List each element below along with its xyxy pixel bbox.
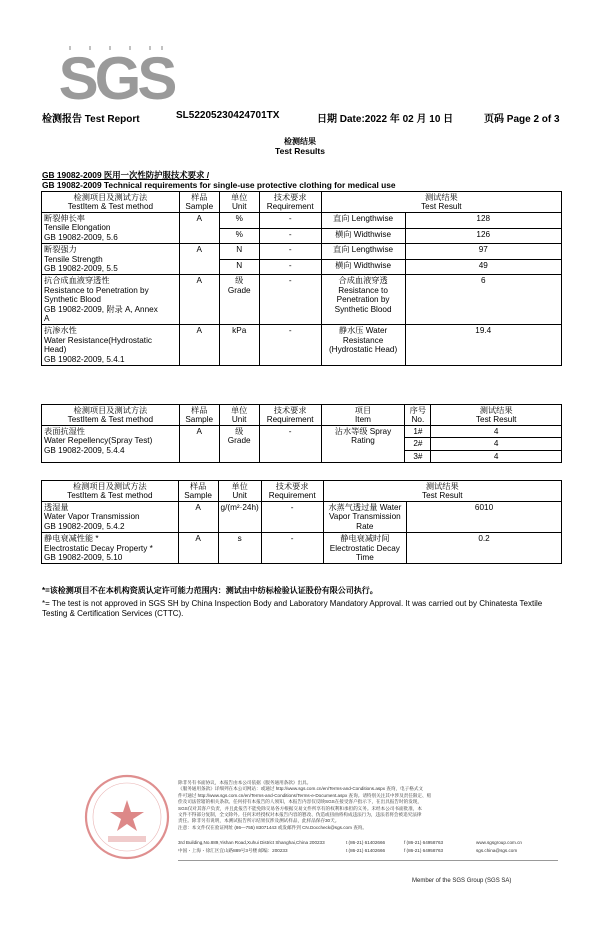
header-requirement: 技术要求 Requirement [259,405,321,426]
requirement: - [259,426,321,463]
footer-fax-2: f (86-21) 64958763 [404,848,444,853]
terms-line: 件可通过 http://www.sgs.com.cn/en/Terms-and-Conditions/Terms-e-Document.aspx 查询。请特别关注其中涉及责任限定、赔 [178,792,432,798]
header-unit: 单位 Unit [219,405,259,426]
terms-line: 注意：本文件仅在验证网址 (86—755) 83071443 或发邮件到 CN.Doccheck@sgs.com 查询。 [178,824,367,830]
unit: N [219,244,259,260]
standard-title-cn: GB 19082-2009 医用一次性防护服技术要求 / [42,170,210,180]
result-value: 6 [405,275,562,325]
sample-number: 1# [405,426,431,438]
requirement: - [259,228,321,244]
unit: N [219,259,259,275]
test-item: 抗渗水性 Water Resistance(Hydrostatic Head) GB 19082-2009, 5.4.1 [42,325,180,366]
sgs-logo-text: SGS [58,45,174,112]
sample-number: 3# [405,450,431,462]
standard-title-en: GB 19082-2009 Technical requirements for single-use protective clothing for medical use [42,180,396,190]
terms-line: 《服务通用条款》详细列在本公司网站：或通过 http://www.sgs.com.cn/en/Terms-and-Conditions.aspx 查询，电子格式文 [178,786,424,792]
footer-email: sgs.china@sgs.com [476,848,518,853]
result-label: 水蒸气透过量 Water Vapor Transmission Rate [323,502,407,533]
header-sub-item: 项目 Item [321,405,405,426]
requirement: - [259,325,321,366]
sgs-group-membership: Member of the SGS Group (SGS SA) [412,878,512,884]
table-row [42,502,562,533]
header-sample: 样品 Sample [179,405,219,426]
footer-fax-1: f (86-21) 64958763 [404,840,444,845]
header-unit: 单位 Unit [218,481,261,502]
table-row [42,213,562,229]
sample: A [178,502,218,533]
result-value: 6010 [407,502,562,533]
sample-number: 2# [405,438,431,450]
sample: A [179,213,219,244]
official-seal-stamp [82,772,172,862]
requirement: - [259,213,321,229]
unit: % [219,228,259,244]
report-date: 日期 Date:2022 年 02 月 10 日 [317,114,454,125]
result-value: 4 [431,450,562,462]
report-number: SL52205230424701TX [176,110,280,121]
test-item: 透湿量 Water Vapor Transmission GB 19082-2009, 5.4.2 [42,502,179,533]
direction: 直向 Lengthwise [321,213,405,229]
header-test-result: 测试结果 Test Result [321,192,561,213]
result-value: 97 [405,244,562,260]
sample: A [179,426,219,463]
unit: 级 Grade [219,426,259,463]
header-test-result: 测试结果 Test Result [431,405,562,426]
direction: 直向 Lengthwise [321,244,405,260]
sample: A [179,244,219,275]
table-row [42,275,562,325]
header-requirement: 技术要求 Requirement [259,192,321,213]
requirement: - [261,533,323,564]
header-test-result: 测试结果 Test Result [323,481,561,502]
header-sample: 样品 Sample [179,192,219,213]
test-item: 断裂强力 Tensile Strength GB 19082-2009, 5.5 [42,244,180,275]
header-test-item: 检测项目及测试方法 TestItem & Test method [42,405,180,426]
test-item: 抗合成血液穿透性 Resistance to Penetration by Synthetic Blood GB 19082-2009, 附录 A, Annex A [42,275,180,325]
result-value: 19.4 [405,325,562,366]
direction: 横向 Widthwise [321,259,405,275]
header-unit: 单位 Unit [219,192,259,213]
header-sample: 样品 Sample [178,481,218,502]
unit: kPa [219,325,259,366]
result-label: 静电衰减时间 Electrostatic Decay Time [323,533,407,564]
sample: A [178,533,218,564]
footer-tel-1: t (86-21) 61402666 [346,840,386,845]
terms-line: 除非另有书面协议，本报告由本公司依据《服务通用条款》出具。 [178,780,312,785]
footer-website: www.sgsgroup.com.cn [476,840,522,845]
requirement: - [259,259,321,275]
result-label: 静水压 Water Resistance (Hydrostatic Head) [321,325,405,366]
terms-line: 文件不得部分复制，全文除外。任何未经授权对本报告内容的篡改、伪造或扭曲将构成违法行为，违法者将会被追究法律 [178,812,422,818]
results-table-vapor-static [41,480,562,564]
table-row [42,244,562,260]
footer-divider [178,860,558,861]
terms-line: 责任。除非另有说明，本测试报告所示结果仅涉及测试样品，此样品保存30天。 [178,818,340,824]
table-row [42,325,562,366]
terms-line: 偿及司法管辖的相关条款。任何持有本报告的人须知，本报告内容仅反映SGS在接受客户指示下，在出具报告时的发现， [178,799,422,805]
header-test-item: 检测项目及测试方法 TestItem & Test method [42,192,180,213]
note-cn: *=该检测项目不在本机构资质认定许可能力范围内：测试由中纺标检验认证股份有限公司执行。 [42,586,378,595]
header-test-item: 检测项目及测试方法 TestItem & Test method [42,481,179,502]
results-title-en: Test Results [275,146,325,156]
requirement: - [259,244,321,260]
report-label: 检测报告 Test Report [42,114,140,125]
result-value: 0.2 [407,533,562,564]
unit: s [218,533,261,564]
results-table-physical [41,191,562,366]
table-row [42,533,562,564]
result-value: 128 [405,213,562,229]
terms-line: SGS仅对其客户负责，并且此报告不能免除交易各方根据交易文件所享有的权利和承担的义务。未经本公司书面批准，本 [178,805,422,811]
unit: % [219,213,259,229]
terms-and-conditions [178,780,431,831]
unit: g/(m²·24h) [218,502,261,533]
result-value: 49 [405,259,562,275]
footer-address-en: 3rd Building,No.889,Yishan Road,Xuhui District Shanghai,China 200233 [178,840,325,845]
footer-tel-2: t (86-21) 61402666 [346,848,386,853]
result-value: 126 [405,228,562,244]
result-value: 4 [431,438,562,450]
requirement: - [259,275,321,325]
unit: 级 Grade [219,275,259,325]
header-no: 序号 No. [405,405,431,426]
test-item: 静电衰减性能 * Electrostatic Decay Property * GB 19082-2009, 5.10 [42,533,179,564]
footer-address-cn: 中国・上海・徐汇区宜山路889号3号楼 邮编：200233 [178,848,288,853]
result-value: 4 [431,426,562,438]
page-number: 页码 Page 2 of 3 [484,114,560,125]
results-table-spray [41,404,562,463]
results-title-cn: 检测结果 [284,137,316,146]
requirement: - [261,502,323,533]
test-item: 表面抗湿性 Water Repellency(Spray Test) GB 19082-2009, 5.4.4 [42,426,180,463]
result-label: 合成血液穿透 Resistance to Penetration by Synthetic Blood [321,275,405,325]
table-row [42,426,562,438]
header-requirement: 技术要求 Requirement [261,481,323,502]
test-item: 断裂伸长率 Tensile Elongation GB 19082-2009, 5.6 [42,213,180,244]
direction: 横向 Widthwise [321,228,405,244]
result-label: 沾水等级 Spray Rating [321,426,405,463]
sample: A [179,275,219,325]
note-en: *= The test is not approved in SGS SH by China Inspection Body and Laboratory Mandatory Approval. It was carried out by Chinatesta Textile Testing & Certification Services (CTTC). [42,599,543,618]
sgs-logo [58,44,174,112]
sample: A [179,325,219,366]
